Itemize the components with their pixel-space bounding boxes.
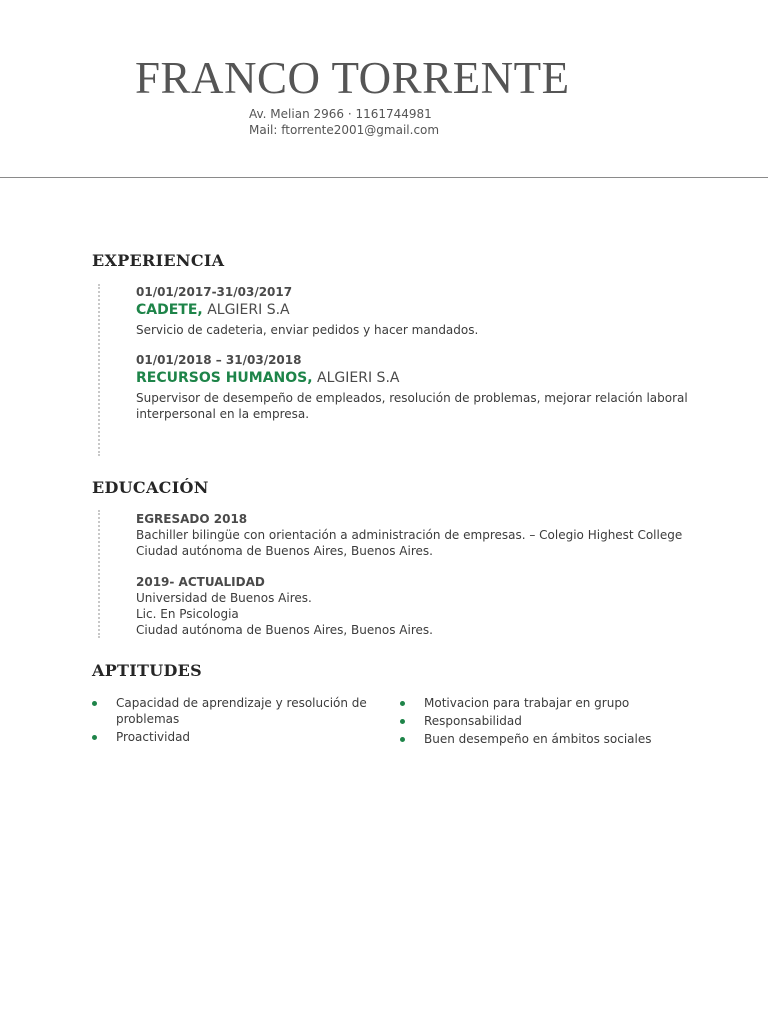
education-entry <box>136 574 696 638</box>
email: Mail: ftorrente2001@gmail.com <box>249 123 440 137</box>
education-line: Ciudad autónoma de Buenos Aires, Buenos Aires. <box>136 544 433 558</box>
experience-description: Supervisor de desempeño de empleados, resolución de problemas, mejorar relación laboral interpersonal en la empresa. <box>136 391 688 421</box>
address-phone: Av. Melian 2966 · 1161744981 <box>249 107 432 121</box>
education-date: 2019- ACTUALIDAD <box>136 575 265 589</box>
skills-title: APTITUDES <box>92 661 203 680</box>
skill-item <box>92 729 400 745</box>
experience-entry <box>136 284 696 338</box>
header-divider <box>0 177 768 178</box>
bullet-icon <box>400 701 405 706</box>
experience-role-line <box>136 300 696 320</box>
bullet-icon <box>92 735 97 740</box>
skills-column-left <box>92 695 400 749</box>
candidate-name: FRANCO TORRENTE <box>135 53 570 103</box>
education-title: EDUCACIÓN <box>92 478 209 497</box>
experience-timeline <box>98 284 100 456</box>
skill-text: Buen desempeño en ámbitos sociales <box>424 732 652 746</box>
education-date: EGRESADO 2018 <box>136 512 248 526</box>
skill-text: Responsabilidad <box>424 714 522 728</box>
education-line: Universidad de Buenos Aires. <box>136 591 312 605</box>
skill-text: Proactividad <box>116 730 191 744</box>
skill-item <box>92 695 400 727</box>
contact-info <box>249 106 439 138</box>
bullet-icon <box>400 737 405 742</box>
bullet-icon <box>92 701 97 706</box>
skill-item <box>400 713 700 729</box>
skill-text: Capacidad de aprendizaje y resolución de problemas <box>116 696 367 726</box>
bullet-icon <box>400 719 405 724</box>
experience-date: 01/01/2017-31/03/2017 <box>136 285 293 299</box>
education-entry <box>136 511 696 559</box>
experience-company: ALGIERI S.A <box>207 302 290 318</box>
education-timeline <box>98 510 100 638</box>
experience-description: Servicio de cadeteria, enviar pedidos y hacer mandados. <box>136 323 479 337</box>
education-line: Bachiller bilingüe con orientación a administración de empresas. – Colegio Highest College <box>136 528 683 542</box>
experience-company: ALGIERI S.A <box>317 370 400 386</box>
experience-entry <box>136 352 696 422</box>
experience-role: CADETE, <box>136 302 203 318</box>
experience-role-line <box>136 368 696 388</box>
experience-title: EXPERIENCIA <box>92 251 225 270</box>
skills-column-right <box>400 695 700 749</box>
experience-role: RECURSOS HUMANOS, <box>136 370 313 386</box>
skills-list <box>92 695 712 749</box>
education-line: Ciudad autónoma de Buenos Aires, Buenos Aires. <box>136 623 433 637</box>
experience-date: 01/01/2018 – 31/03/2018 <box>136 353 302 367</box>
education-line: Lic. En Psicologia <box>136 607 239 621</box>
skill-item <box>400 731 700 747</box>
skill-item <box>400 695 700 711</box>
skill-text: Motivacion para trabajar en grupo <box>424 696 630 710</box>
